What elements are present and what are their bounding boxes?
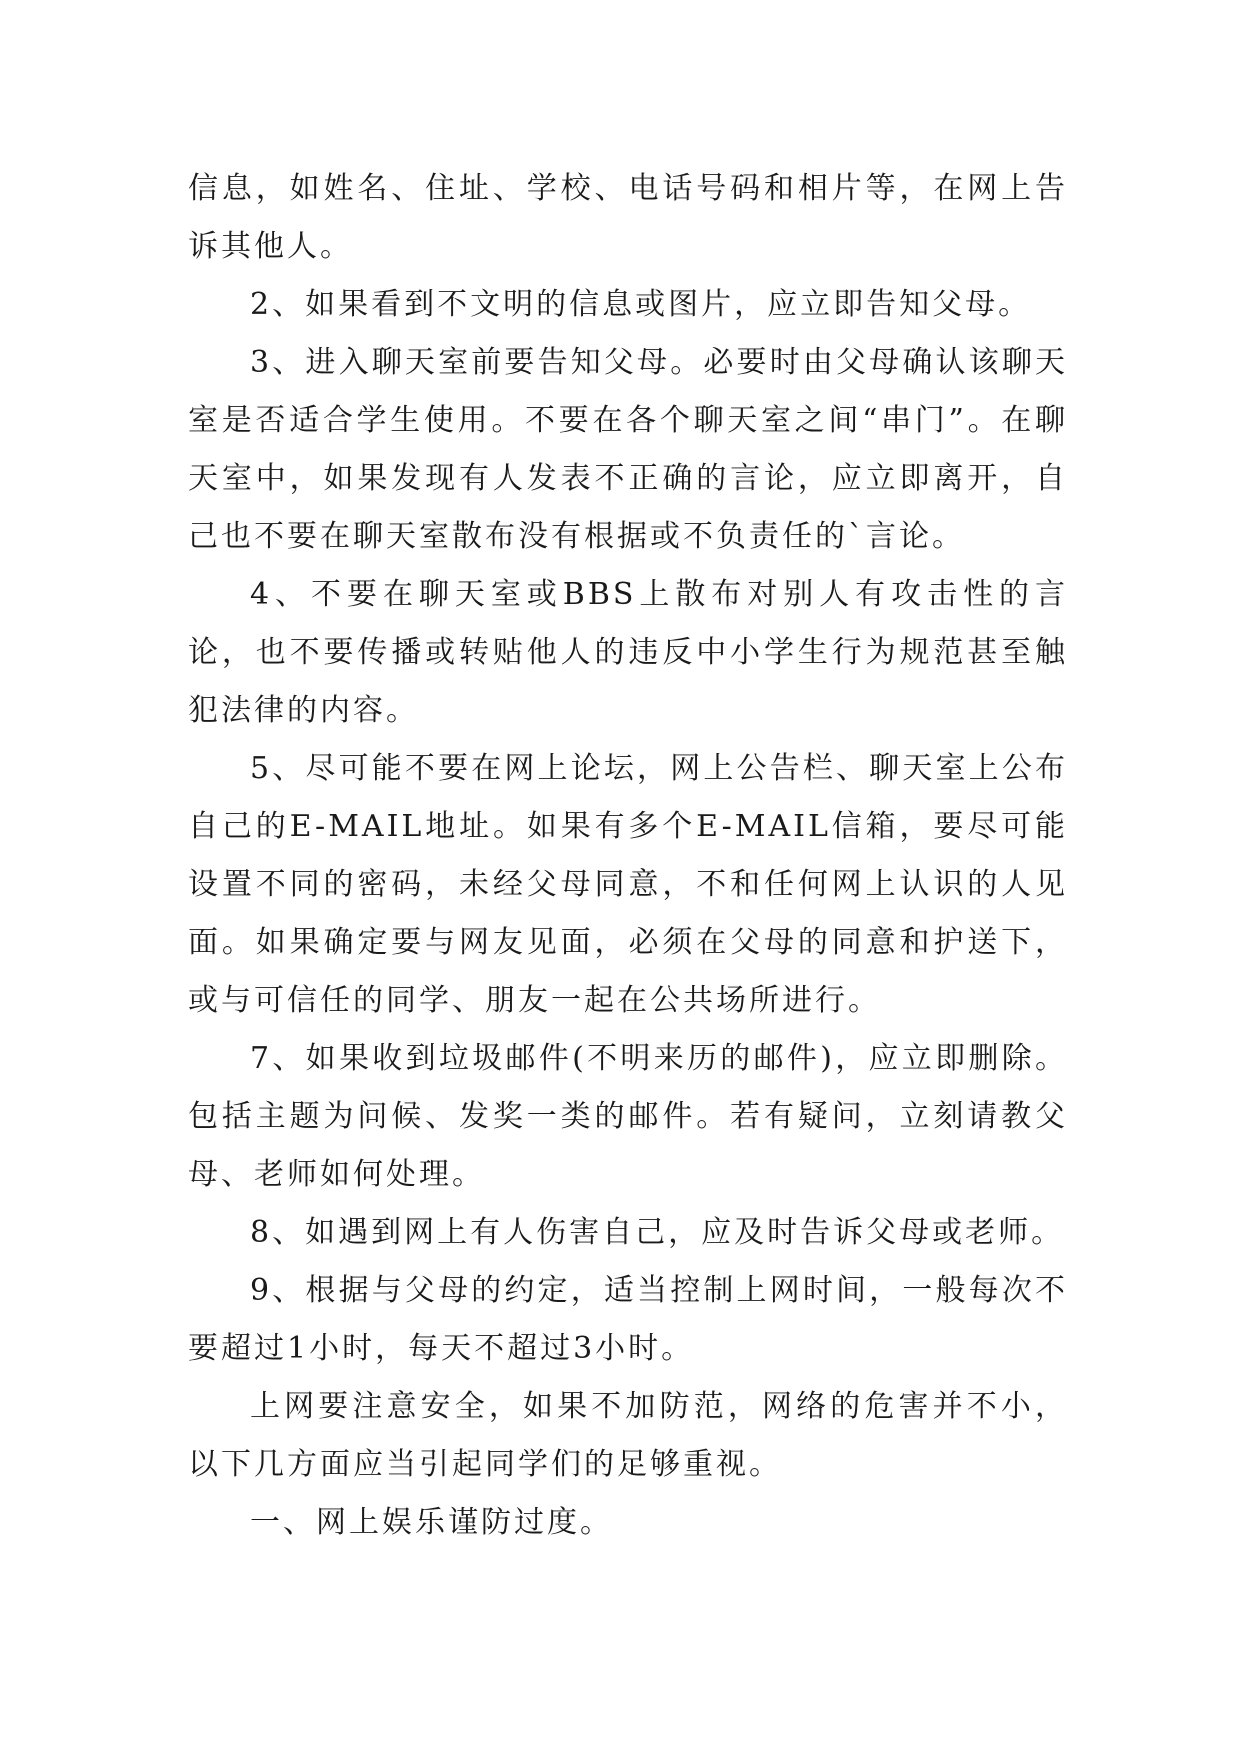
paragraph-item-2: 2、如果看到不文明的信息或图片，应立即告知父母。 bbox=[250, 287, 1032, 322]
paragraph-item-8: 8、如遇到网上有人伤害自己，应及时告诉父母或老师。 bbox=[250, 1215, 1065, 1250]
section-heading-entertainment: 一、网上娱乐谨防过度。 bbox=[250, 1505, 613, 1540]
paragraph-item-5: 5、尽可能不要在网上论坛，网上公告栏、聊天室上公布自己的E-MAIL地址。如果有多个E-MAIL信箱，要尽可能设置不同的密码，未经父母同意，不和任何网上认识的人见面。如果确定要与网友见面，必须在父母的同意和护送下，或与可信任的同学、朋友一起在公共场所进行。 bbox=[188, 751, 1068, 1018]
paragraph-item-7: 7、如果收到垃圾邮件(不明来历的邮件)，应立即删除。包括主题为问候、发奖一类的邮件。若有疑问，立刻请教父母、老师如何处理。 bbox=[188, 1041, 1068, 1192]
paragraph-personal-info: 信息，如姓名、住址、学校、电话号码和相片等，在网上告诉其他人。 bbox=[188, 171, 1068, 264]
paragraph-item-9: 9、根据与父母的约定，适当控制上网时间，一般每次不要超过1小时，每天不超过3小时。 bbox=[188, 1273, 1068, 1366]
paragraph-item-4: 4、不要在聊天室或BBS上散布对别人有攻击性的言论，也不要传播或转贴他人的违反中小学生行为规范甚至触犯法律的内容。 bbox=[188, 577, 1068, 728]
document-body bbox=[188, 160, 1068, 1552]
paragraph-safety-intro: 上网要注意安全，如果不加防范，网络的危害并不小，以下几方面应当引起同学们的足够重视。 bbox=[188, 1389, 1068, 1482]
paragraph-item-3: 3、进入聊天室前要告知父母。必要时由父母确认该聊天室是否适合学生使用。不要在各个聊天室之间“串门”。在聊天室中，如果发现有人发表不正确的言论，应立即离开，自己也不要在聊天室散布没有根据或不负责任的`言论。 bbox=[188, 345, 1068, 554]
